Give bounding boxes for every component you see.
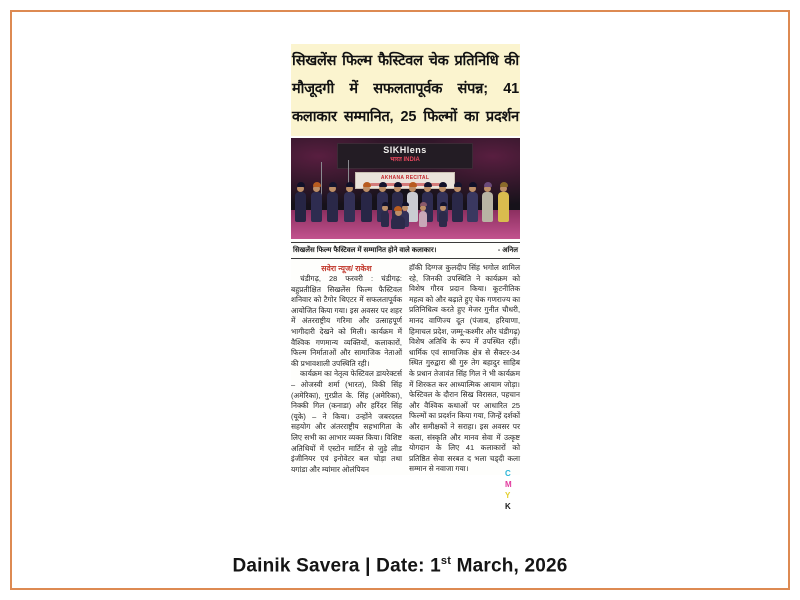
child-figure (439, 211, 447, 227)
article-body (291, 263, 520, 475)
child-figure (419, 211, 427, 227)
person-figure (467, 192, 478, 222)
article-paragraph: चंडीगढ़, 28 फरवरी : चंडीगढ़: बहुप्रतीक्षित सिखलेंस फिल्म फैस्टिवल शनिवार को टैगोर थिएटर में सफलतापूर्वक आयोजित किया गया। इस अवसर पर शहर में अंतरराष्ट्रीय गरिमा और उत्साहपूर्ण भागीदारी देखने को मिली। कार्यक्रम में वैश्विक गणमान्य व्यक्तियों, कलाकारों, फिल्म निर्माताओं और सामाजिक नेताओं की प्रभावशाली उपस्थिति रही। (291, 274, 402, 368)
person-figure (498, 192, 509, 222)
source-caption (0, 555, 800, 577)
photo-caption-credit: - अनिल (497, 247, 518, 254)
article-headline (291, 44, 520, 136)
person-figure (344, 192, 355, 222)
article-column-left (291, 263, 402, 475)
banner-title: SIKHlens (383, 145, 427, 155)
recital-banner-text: AKHANA RECITAL (380, 175, 430, 181)
headline-line-2: मौजूदगी में सफलतापूर्वक संपन्न; 41 (292, 81, 519, 97)
kneeling-figure (391, 216, 405, 229)
festival-photo (291, 138, 520, 239)
person-figure (327, 192, 338, 222)
child-figure (381, 211, 389, 227)
source-caption-suffix: March, 2026 (451, 555, 568, 577)
person-figure (361, 192, 372, 222)
person-figure (311, 192, 322, 222)
person-figure (452, 192, 463, 222)
newspaper-clipping (291, 44, 520, 475)
article-paragraph: कार्यक्रम का नेतृत्व फेस्टिवल डायरेक्टर्स – ओजस्वी शर्मा (भारत), विकी सिंह (अमेरिका), गुरप्रीत के. सिंह (अमेरिका), निक्की गिल (कनाडा) और हरिंदर सिंह (यूके) – ने किया। उन्होंने जबरदस्त सहयोग और अंतरराष्ट्रीय सहभागिता के लिए सभी का आभार व्यक्त किया। विशिष्ट अतिथियों में एस्टोन मार्टिन से जुड़े लीड इंजीनियर एवं इनोवेटर बल चोड़ा तथा यगांडा और म्यांमार ओलंपियन (291, 369, 402, 474)
print-mark-c: C (505, 469, 511, 478)
photo-caption-text: सिखलेंस फिल्म फैस्टिवल में सम्मानित होने वाले कलाकार। (293, 247, 437, 254)
person-figure (482, 192, 493, 222)
sikhlens-banner (337, 143, 473, 169)
article-column-right (409, 263, 520, 475)
headline-line-3: कलाकार सम्मानित, 25 फिल्मों का प्रदर्शन (292, 109, 519, 125)
print-mark-k: K (505, 502, 511, 511)
headline-line-1: सिखलेंस फिल्म फैस्टिवल चेक प्रतिनिधि की (292, 53, 519, 69)
source-caption-ordinal: st (440, 555, 452, 567)
article-byline: सवेरा न्यूज/ राकेश (321, 264, 372, 273)
photo-caption-bar (291, 242, 520, 259)
banner-subtitle: भारत INDIA (390, 157, 420, 163)
article-paragraph: हॉकी दिग्गज कुलदीप सिंह भगोल शामिल रहे, जिनकी उपस्थिति ने कार्यक्रम को विशेष गौरव प्रदान किया। कूटनीतिक महत्व को और बढ़ाते हुए चेक गणराज्य का प्रतिनिधित्व करते हुए मेजर गुनीत चौधरी, मानद वाणिज्य दूत (पंजाब, हरियाणा, हिमाचल प्रदेश, जम्मू-कश्मीर और चंडीगढ़) विशेष अतिथि के रूप में उपस्थित रहीं। धार्मिक एवं सामाजिक क्षेत्र से सैक्टर-34 स्थित गुरुद्वारा श्री गुरु तेग बहादुर साहिब के प्रधान तेजावंत सिंह गिल ने भी कार्यक्रम में शिरकत कर आध्यात्मिक आयाम जोड़ा। फेस्टिवल के दौरान सिख विरासत, पहचान और वैश्विक कथाओं पर आधारित 25 फिल्मों का प्रदर्शन किया गया, जिन्हें दर्शकों और समीक्षकों ने सराहा। इस अवसर पर कला, संस्कृति और मानव सेवा में उत्कृष्ट योगदान के लिए 41 कलाकारों को प्रतिष्ठित सेवा सरबत द भला चड्दी कला सम्मान से नवाजा गया। (409, 263, 520, 474)
person-figure (295, 192, 306, 222)
cmyk-print-marks (505, 468, 519, 512)
print-mark-m: M (505, 480, 512, 489)
print-mark-y: Y (505, 491, 511, 500)
source-caption-prefix: Dainik Savera | Date: 1 (232, 555, 441, 577)
